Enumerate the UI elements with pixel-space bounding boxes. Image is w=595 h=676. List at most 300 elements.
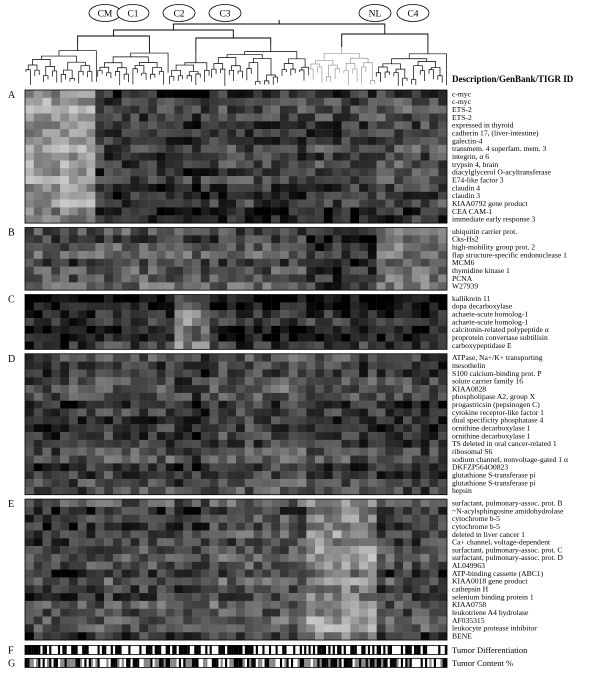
heatmap-cell (174, 593, 183, 601)
heatmap-cell (69, 617, 78, 625)
heatmap-cell (95, 624, 104, 632)
heatmap-cell (438, 267, 447, 275)
track-cell (243, 658, 245, 667)
heatmap-cell (324, 200, 333, 208)
heatmap-cell (201, 546, 210, 554)
heatmap-cell (174, 326, 183, 334)
heatmap-cell (359, 310, 368, 318)
heatmap-cell (394, 393, 403, 401)
heatmap-cell (218, 192, 227, 200)
heatmap-cell (412, 302, 421, 310)
heatmap-cell (324, 267, 333, 275)
heatmap-cell (78, 538, 87, 546)
heatmap-cell (104, 137, 113, 145)
heatmap-cell (218, 523, 227, 531)
heatmap-cell (412, 274, 421, 282)
heatmap-cell (412, 377, 421, 385)
heatmap-cell (192, 251, 201, 259)
track-cell (410, 645, 412, 654)
heatmap-cell (78, 160, 87, 168)
heatmap-cell (280, 90, 289, 98)
heatmap-cell (368, 456, 377, 464)
heatmap-cell (87, 129, 96, 137)
track-cell (183, 645, 185, 654)
heatmap-cell (385, 235, 394, 243)
heatmap-cell (368, 471, 377, 479)
heatmap-cell (43, 228, 52, 236)
heatmap-cell (201, 554, 210, 562)
heatmap-cell (122, 362, 131, 370)
section-letter: A (8, 90, 16, 101)
track-cell (229, 645, 231, 654)
heatmap-cell (87, 207, 96, 215)
gene-label: dopa decarboxylase (452, 301, 513, 311)
heatmap-cell (368, 326, 377, 334)
heatmap-cell (421, 334, 430, 342)
heatmap-cell (271, 184, 280, 192)
heatmap-cell (34, 184, 43, 192)
heatmap-cell (60, 515, 69, 523)
heatmap-cell (113, 471, 122, 479)
heatmap-cell (201, 106, 210, 114)
heatmap-cell (377, 546, 386, 554)
heatmap-cell (227, 318, 236, 326)
heatmap-cell (394, 515, 403, 523)
heatmap-cell (377, 440, 386, 448)
heatmap-cell (289, 200, 298, 208)
heatmap-cell (324, 471, 333, 479)
heatmap-cell (245, 385, 254, 393)
heatmap-cell (87, 168, 96, 176)
heatmap-cell (148, 113, 157, 121)
heatmap-cell (262, 129, 271, 137)
heatmap-cell (95, 515, 104, 523)
heatmap-cell (25, 593, 34, 601)
heatmap-cell (51, 235, 60, 243)
gene-label: c-myc (452, 89, 471, 99)
heatmap-cell (254, 554, 263, 562)
heatmap-cell (324, 562, 333, 570)
track-cell (256, 645, 258, 654)
heatmap-cell (236, 463, 245, 471)
heatmap-cell (385, 369, 394, 377)
heatmap-cell (25, 385, 34, 393)
heatmap-cell (385, 243, 394, 251)
heatmap-cell (218, 90, 227, 98)
heatmap-cell (298, 184, 307, 192)
heatmap-cell (403, 479, 412, 487)
heatmap-cell (421, 282, 430, 290)
heatmap-cell (148, 585, 157, 593)
track-cell (254, 658, 256, 667)
heatmap-cell (262, 463, 271, 471)
track-cell (201, 658, 203, 667)
cluster-label-c1 (117, 5, 149, 22)
heatmap-cell (412, 632, 421, 640)
heatmap-cell (25, 362, 34, 370)
heatmap-cell (87, 554, 96, 562)
heatmap-cell (43, 487, 52, 495)
heatmap-cell (438, 121, 447, 129)
track-cell (302, 658, 304, 667)
heatmap-cell (421, 585, 430, 593)
heatmap-cell (289, 106, 298, 114)
heatmap-cell (192, 153, 201, 161)
heatmap-cell (113, 424, 122, 432)
heatmap-cell (254, 121, 263, 129)
heatmap-cell (262, 207, 271, 215)
heatmap-cell (139, 424, 148, 432)
heatmap-cell (43, 593, 52, 601)
heatmap-cell (324, 121, 333, 129)
heatmap-cell (174, 624, 183, 632)
heatmap-cell (87, 251, 96, 259)
heatmap-cell (43, 215, 52, 223)
heatmap-cell (51, 137, 60, 145)
heatmap-cell (210, 609, 219, 617)
heatmap-cell (429, 243, 438, 251)
heatmap-cell (192, 401, 201, 409)
heatmap-cell (87, 523, 96, 531)
heatmap-cell (51, 377, 60, 385)
heatmap-cell (394, 318, 403, 326)
section-letter: B (8, 227, 15, 239)
heatmap-cell (104, 632, 113, 640)
heatmap-cell (254, 424, 263, 432)
heatmap-cell (324, 90, 333, 98)
heatmap-cell (271, 507, 280, 515)
heatmap-cell (385, 282, 394, 290)
heatmap-cell (368, 409, 377, 417)
heatmap-cell (324, 432, 333, 440)
heatmap-cell (87, 113, 96, 121)
heatmap-cell (333, 409, 342, 417)
heatmap-cell (139, 145, 148, 153)
track-cell (249, 645, 251, 654)
heatmap-cell (385, 487, 394, 495)
heatmap-cell (148, 424, 157, 432)
heatmap-cell (78, 259, 87, 267)
heatmap-cell (306, 424, 315, 432)
heatmap-cell (43, 530, 52, 538)
heatmap-cell (43, 334, 52, 342)
heatmap-cell (359, 530, 368, 538)
heatmap-cell (245, 129, 254, 137)
heatmap-cell (429, 393, 438, 401)
heatmap-cell (166, 463, 175, 471)
heatmap-cell (43, 259, 52, 267)
heatmap-cell (192, 184, 201, 192)
heatmap-cell (210, 310, 219, 318)
heatmap-cell (429, 318, 438, 326)
track-cell (174, 645, 176, 654)
heatmap-cell (148, 471, 157, 479)
heatmap-cell (403, 228, 412, 236)
heatmap-cell (377, 585, 386, 593)
heatmap-cell (333, 385, 342, 393)
heatmap-cell (51, 145, 60, 153)
heatmap-cell (201, 538, 210, 546)
gene-section-c (8, 294, 549, 350)
heatmap-cell (342, 401, 351, 409)
heatmap-cell (368, 259, 377, 267)
heatmap-cell (236, 326, 245, 334)
heatmap-cell (25, 448, 34, 456)
heatmap-cell (359, 251, 368, 259)
heatmap-cell (385, 523, 394, 531)
heatmap-cell (157, 369, 166, 377)
heatmap-cell (368, 129, 377, 137)
heatmap-cell (350, 593, 359, 601)
gene-label: cytochrome b-5 (452, 514, 500, 524)
heatmap-cell (245, 515, 254, 523)
heatmap-cell (148, 326, 157, 334)
heatmap-cell (60, 274, 69, 282)
heatmap-cell (394, 593, 403, 601)
heatmap-cell (280, 479, 289, 487)
heatmap-cell (78, 530, 87, 538)
heatmap-cell (104, 215, 113, 223)
track-cell (148, 658, 150, 667)
heatmap-cell (342, 235, 351, 243)
heatmap-cell (385, 385, 394, 393)
heatmap-cell (43, 393, 52, 401)
heatmap-cell (201, 624, 210, 632)
track-cell (51, 658, 53, 667)
heatmap-cell (139, 499, 148, 507)
heatmap-cell (148, 160, 157, 168)
heatmap-cell (113, 176, 122, 184)
heatmap-cell (166, 153, 175, 161)
heatmap-cell (139, 215, 148, 223)
heatmap-cell (333, 416, 342, 424)
heatmap-cell (122, 274, 131, 282)
heatmap-cell (324, 463, 333, 471)
heatmap-cell (289, 259, 298, 267)
heatmap-cell (34, 267, 43, 275)
heatmap-cell (95, 463, 104, 471)
heatmap-cell (60, 168, 69, 176)
gene-label: solute carrier family 16 (452, 376, 524, 386)
heatmap-cell (201, 184, 210, 192)
heatmap-cell (104, 448, 113, 456)
heatmap-cell (377, 334, 386, 342)
heatmap-cell (122, 424, 131, 432)
heatmap-cell (227, 354, 236, 362)
heatmap-cell (183, 274, 192, 282)
heatmap-cell (34, 609, 43, 617)
heatmap-cell (174, 145, 183, 153)
heatmap-cell (421, 471, 430, 479)
heatmap-cell (131, 538, 140, 546)
heatmap-cell (192, 385, 201, 393)
heatmap-cell (342, 448, 351, 456)
heatmap-cell (78, 507, 87, 515)
heatmap-cell (385, 393, 394, 401)
heatmap-cell (262, 153, 271, 161)
heatmap-cell (218, 160, 227, 168)
heatmap-cell (174, 168, 183, 176)
heatmap-cell (210, 145, 219, 153)
heatmap-cell (359, 302, 368, 310)
heatmap-cell (210, 499, 219, 507)
heatmap-cell (87, 274, 96, 282)
heatmap-cell (377, 153, 386, 161)
heatmap-cell (201, 432, 210, 440)
heatmap-cell (280, 369, 289, 377)
heatmap-cell (148, 369, 157, 377)
heatmap-cell (315, 401, 324, 409)
heatmap-cell (131, 243, 140, 251)
heatmap-cell (104, 507, 113, 515)
track-cell (313, 645, 315, 654)
heatmap-cell (377, 354, 386, 362)
heatmap-cell (368, 562, 377, 570)
heatmap-cell (236, 192, 245, 200)
heatmap-cell (122, 507, 131, 515)
heatmap-cell (394, 215, 403, 223)
heatmap-cell (174, 562, 183, 570)
heatmap-cell (306, 215, 315, 223)
heatmap-cell (333, 456, 342, 464)
heatmap-cell (122, 432, 131, 440)
heatmap-cell (131, 471, 140, 479)
section-letter: C (8, 294, 15, 306)
track-cell (177, 645, 179, 654)
heatmap-cell (280, 471, 289, 479)
track-cell (126, 658, 128, 667)
heatmap-cell (342, 274, 351, 282)
heatmap-cell (333, 377, 342, 385)
heatmap-cell (245, 409, 254, 417)
heatmap-cell (350, 243, 359, 251)
heatmap-cell (60, 601, 69, 609)
heatmap-cell (227, 609, 236, 617)
heatmap-cell (245, 228, 254, 236)
heatmap-cell (324, 153, 333, 161)
heatmap-cell (298, 215, 307, 223)
heatmap-cell (359, 471, 368, 479)
heatmap-cell (104, 184, 113, 192)
heatmap-cell (210, 362, 219, 370)
heatmap-cell (298, 274, 307, 282)
heatmap-cell (236, 377, 245, 385)
heatmap-cell (368, 176, 377, 184)
track-cell (157, 658, 159, 667)
heatmap-cell (333, 326, 342, 334)
track-cell (262, 658, 264, 667)
heatmap-cell (131, 585, 140, 593)
gene-label: achaete-scute homolog-1 (452, 317, 529, 327)
heatmap-cell (87, 471, 96, 479)
heatmap-cell (157, 215, 166, 223)
heatmap-cell (201, 585, 210, 593)
heatmap-cell (201, 121, 210, 129)
heatmap-cell (218, 369, 227, 377)
heatmap-cell (324, 479, 333, 487)
heatmap-cell (34, 98, 43, 106)
heatmap-cell (368, 310, 377, 318)
heatmap-cell (43, 601, 52, 609)
heatmap-cell (95, 385, 104, 393)
heatmap-cell (324, 554, 333, 562)
gene-label: ubiquitin carrier prot. (452, 226, 518, 236)
heatmap-cell (359, 160, 368, 168)
track-cell (247, 645, 249, 654)
heatmap-cell (174, 609, 183, 617)
track-cell (172, 645, 174, 654)
heatmap-cell (324, 295, 333, 303)
heatmap-cell (350, 259, 359, 267)
heatmap-cell (359, 215, 368, 223)
heatmap-cell (298, 176, 307, 184)
heatmap-cell (192, 259, 201, 267)
heatmap-cell (210, 570, 219, 578)
heatmap-cell (157, 295, 166, 303)
heatmap-cell (289, 160, 298, 168)
heatmap-cell (403, 267, 412, 275)
heatmap-cell (43, 184, 52, 192)
heatmap-cell (210, 546, 219, 554)
heatmap-cell (350, 471, 359, 479)
heatmap-cell (377, 463, 386, 471)
heatmap-cell (95, 507, 104, 515)
heatmap-cell (289, 570, 298, 578)
heatmap-cell (78, 416, 87, 424)
heatmap-cell (78, 342, 87, 350)
heatmap-cell (122, 440, 131, 448)
heatmap-cell (95, 267, 104, 275)
heatmap-cell (192, 168, 201, 176)
heatmap-cell (60, 228, 69, 236)
heatmap-cell (166, 129, 175, 137)
heatmap-cell (262, 295, 271, 303)
heatmap-cell (245, 98, 254, 106)
heatmap-cell (104, 385, 113, 393)
heatmap-cell (350, 235, 359, 243)
heatmap-cell (227, 479, 236, 487)
heatmap-cell (385, 318, 394, 326)
heatmap-cell (342, 377, 351, 385)
heatmap-cell (359, 90, 368, 98)
heatmap-cell (227, 617, 236, 625)
heatmap-cell (131, 562, 140, 570)
heatmap-cell (166, 310, 175, 318)
track-cell (249, 658, 251, 667)
heatmap-cell (385, 362, 394, 370)
track-cell (161, 645, 163, 654)
heatmap-cell (262, 215, 271, 223)
heatmap-cell (385, 624, 394, 632)
heatmap-cell (25, 160, 34, 168)
heatmap-cell (174, 235, 183, 243)
heatmap-cell (227, 487, 236, 495)
heatmap-cell (412, 215, 421, 223)
heatmap-cell (113, 487, 122, 495)
track-cell (89, 658, 91, 667)
heatmap-cell (342, 228, 351, 236)
heatmap-cell (271, 530, 280, 538)
heatmap-cell (139, 362, 148, 370)
heatmap-cell (280, 593, 289, 601)
heatmap-cell (271, 487, 280, 495)
heatmap-cell (298, 432, 307, 440)
heatmap-cell (377, 577, 386, 585)
heatmap-cell (113, 207, 122, 215)
heatmap-cell (183, 385, 192, 393)
heatmap-cell (69, 168, 78, 176)
track-cell (273, 645, 275, 654)
